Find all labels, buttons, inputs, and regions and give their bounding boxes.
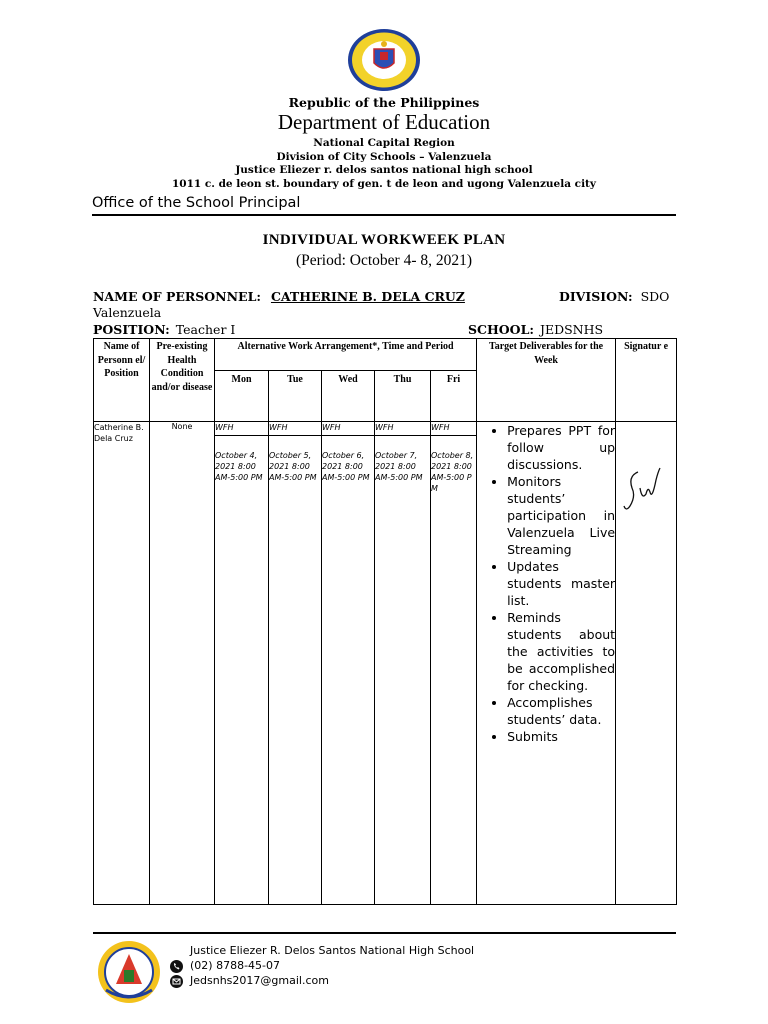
header-awa: Alternative Work Arrangement*, Time and Period	[215, 339, 477, 371]
phone-icon	[170, 960, 183, 973]
header-signature: Signatur e	[616, 339, 677, 422]
document-period: (Period: October 4- 8, 2021)	[295, 252, 473, 269]
day-mon: Mon	[215, 371, 269, 422]
document-title: INDIVIDUAL WORKWEEK PLAN	[262, 232, 506, 248]
deliverable-item: • Submits	[507, 728, 615, 745]
schedule-wed: October 6, 2021 8:00 AM-5:00 PM	[322, 436, 375, 905]
schedule-mon: October 4, 2021 8:00 AM-5:00 PM	[215, 436, 269, 905]
day-thu: Thu	[375, 371, 431, 422]
deliverable-item: • Updates students master list.	[507, 558, 615, 609]
division-label: DIVISION:	[559, 289, 633, 304]
mode-tue: WFH	[269, 422, 322, 436]
division-value: SDO	[640, 289, 670, 304]
deliverable-item: • Accomplishes students’ data.	[507, 694, 615, 728]
position-value: Teacher I	[175, 322, 236, 337]
signature-cell	[616, 422, 677, 905]
footer-divider	[93, 932, 676, 934]
position-field	[93, 322, 235, 337]
position-label: POSITION:	[93, 322, 170, 337]
mode-thu: WFH	[375, 422, 431, 436]
footer-phone: (02) 8788-45-07	[190, 959, 281, 972]
school-logo	[96, 940, 162, 1004]
school-value: JEDSNHS	[539, 322, 604, 337]
personnel-name-row	[93, 289, 465, 304]
deliverable-item: • Monitors students’ participation in Valenzuela Live Streaming	[507, 473, 615, 558]
division-field	[559, 289, 669, 304]
division-value-continued: Valenzuela	[93, 305, 162, 320]
footer-school-name: Justice Eliezer R. Delos Santos National High School	[190, 944, 475, 957]
office-label: Office of the School Principal	[92, 195, 301, 211]
address-line: 1011 c. de leon st. boundary of gen. t de leon and ugong Valenzuela city	[171, 178, 597, 190]
school-field	[468, 322, 603, 337]
deliverables-cell	[477, 422, 616, 905]
school-label: SCHOOL:	[468, 322, 534, 337]
schedule-tue: October 5, 2021 8:00 AM-5:00 PM	[269, 436, 322, 905]
deliverable-item: • Reminds students about the activities to be accomplished for checking.	[507, 609, 615, 694]
division-line: Division of City Schools – Valenzuela	[276, 151, 492, 163]
header-name: Name of Personn el/ Position	[94, 339, 150, 422]
header-health: Pre-existing Health Condition and/or disease	[150, 339, 215, 422]
day-wed: Wed	[322, 371, 375, 422]
region-line: National Capital Region	[313, 137, 455, 149]
day-fri: Fri	[431, 371, 477, 422]
footer-email: Jedsnhs2017@gmail.com	[190, 974, 329, 987]
republic-heading: Republic of the Philippines	[288, 95, 480, 110]
signature-scribble	[616, 450, 676, 530]
mode-mon: WFH	[215, 422, 269, 436]
school-line: Justice Eliezer r. delos santos national high school	[235, 164, 533, 176]
mode-fri: WFH	[431, 422, 477, 436]
day-tue: Tue	[269, 371, 322, 422]
name-label: NAME OF PERSONNEL:	[93, 289, 261, 304]
schedule-fri: October 8, 2021 8:00 AM-5:00 PM	[431, 436, 477, 905]
name-value: CATHERINE B. DELA CRUZ	[270, 289, 465, 304]
mode-wed: WFH	[322, 422, 375, 436]
header-deliverables: Target Deliverables for the Week	[477, 339, 616, 422]
deped-seal-logo	[346, 27, 422, 93]
health-condition-cell: None	[150, 422, 215, 905]
schedule-thu: October 7, 2021 8:00 AM-5:00 PM	[375, 436, 431, 905]
deliverable-item: • Prepares PPT for follow up discussions.	[507, 422, 615, 473]
department-heading: Department of Education	[277, 110, 491, 134]
email-icon	[170, 975, 183, 988]
header-divider	[92, 214, 676, 216]
workweek-plan-table	[93, 338, 677, 905]
personnel-name-cell: Catherine B. Dela Cruz	[94, 422, 150, 905]
